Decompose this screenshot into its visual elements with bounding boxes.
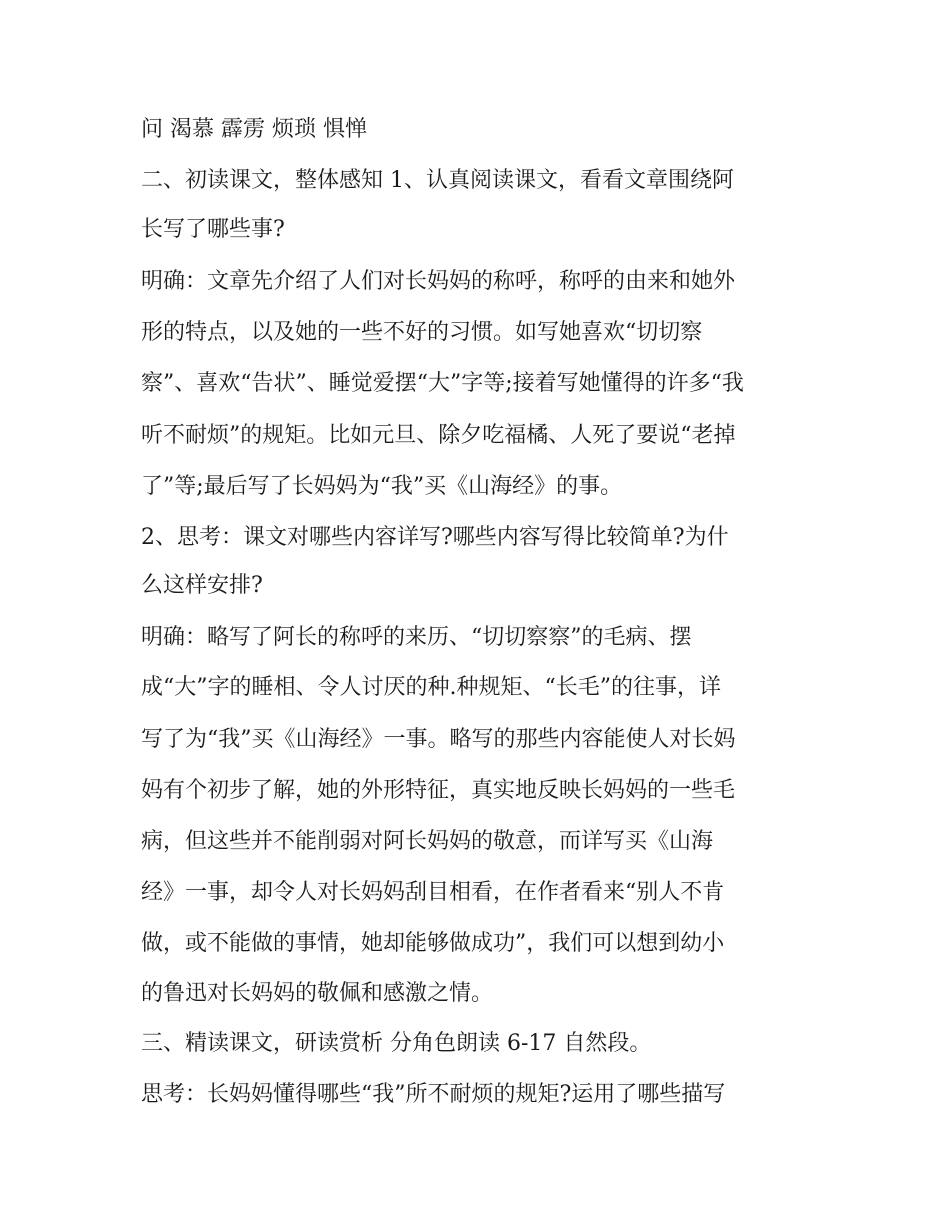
text-line-17: 做，或不能做的事情，她却能够做成功”，我们可以想到幼小 — [141, 931, 725, 956]
text-line-5: 形的特点，以及她的一些不好的习惯。如写她喜欢“切切察 — [141, 320, 703, 345]
text-line-7: 听不耐烦”的规矩。比如元旦、除夕吃福橘、人死了要说“老掉 — [141, 423, 736, 448]
text-line-18: 的鲁迅对长妈妈的敬佩和感激之情。 — [141, 981, 494, 1006]
text-line-1: 问 渴慕 霹雳 烦琐 惧惮 — [141, 117, 367, 142]
text-line-15: 病，但这些并不能削弱对阿长妈妈的敬意，而详写买《山海 — [141, 829, 714, 854]
text-line-19: 三、精读课文，研读赏析 分角色朗读 6-17 自然段。 — [141, 1031, 652, 1056]
text-line-14: 妈有个初步了解，她的外形特征，真实地反映长妈妈的一些毛 — [141, 778, 736, 803]
text-line-6: 察”、喜欢“告状”、睡觉爱摆“大”字等;接着写她懂得的许多“我 — [141, 371, 744, 396]
text-line-4: 明确：文章先介绍了人们对长妈妈的称呼，称呼的由来和她外 — [141, 269, 736, 294]
text-line-11: 明确：略写了阿长的称呼的来历、“切切察察”的毛病、摆 — [141, 625, 692, 650]
text-line-2: 二、初读课文，整体感知 1、认真阅读课文，看看文章围绕阿 — [141, 168, 734, 193]
text-line-13: 写了为“我”买《山海经》一事。略写的那些内容能使人对长妈 — [141, 727, 736, 752]
text-line-10: 么这样安排? — [141, 573, 263, 598]
text-line-20: 思考：长妈妈懂得哪些“我”所不耐烦的规矩?运用了哪些描写 — [141, 1082, 726, 1107]
text-line-3: 长写了哪些事? — [141, 217, 285, 242]
text-line-9: 2、思考：课文对哪些内容详写?哪些内容写得比较简单?为什 — [141, 525, 729, 550]
text-line-12: 成“大”字的睡相、令人讨厌的种.种规矩、“长毛”的往事，详 — [141, 675, 721, 700]
text-line-16: 经》一事，却令人对长妈妈刮目相看，在作者看来“别人不肯 — [141, 880, 725, 905]
text-line-8: 了”等;最后写了长妈妈为“我”买《山海经》的事。 — [141, 474, 623, 499]
